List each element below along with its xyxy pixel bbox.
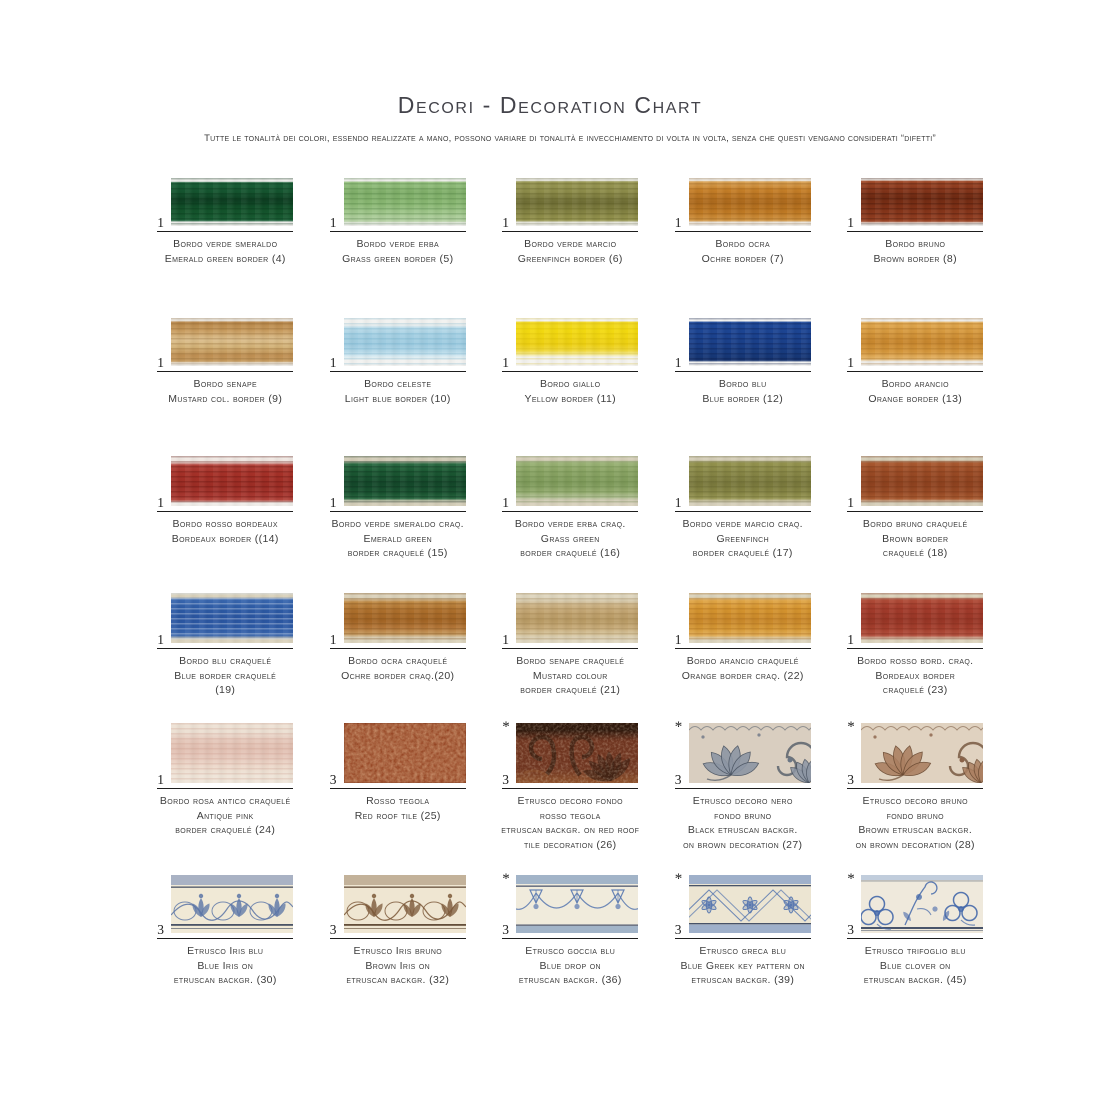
caption-line: Bordo rosa antico craquelé	[159, 795, 291, 807]
color-swatch	[171, 593, 293, 643]
color-swatch	[861, 318, 983, 366]
color-swatch	[344, 456, 466, 506]
swatch-block	[502, 593, 638, 649]
swatch-row	[139, 456, 1100, 593]
swatch-cell	[484, 178, 657, 318]
swatch-cell	[312, 723, 485, 875]
swatch-cell	[484, 593, 657, 723]
caption-line: Etrusco decoro bruno	[862, 795, 968, 807]
color-swatch	[344, 593, 466, 643]
caption	[829, 944, 1002, 988]
caption-line: Blue border craquelé	[174, 669, 277, 682]
swatch-cell	[829, 871, 1002, 1035]
quantity-label: 3	[674, 921, 682, 937]
caption-line: Ochre border craq.(20)	[341, 669, 455, 682]
caption-line: Etrusco decoro nero	[692, 795, 793, 807]
swatch-cell	[657, 178, 830, 318]
caption-line: Orange border craq. (22)	[681, 669, 804, 682]
color-swatch	[344, 875, 466, 933]
color-swatch	[171, 318, 293, 366]
quantity-label: 1	[674, 354, 682, 370]
asterisk-marker: *	[847, 719, 855, 735]
caption	[829, 377, 1002, 406]
swatch-block	[157, 875, 293, 939]
caption-line: Mustard col. border (9)	[168, 392, 283, 405]
swatch-cell	[484, 318, 657, 456]
color-swatch	[516, 178, 638, 226]
color-swatch	[861, 875, 983, 933]
caption-line: Bordo rosso bord. craq.	[857, 655, 974, 667]
caption-line: Brown etruscan backgr.	[858, 824, 973, 836]
swatch-cell	[657, 593, 830, 723]
caption	[312, 944, 485, 988]
quantity-label: 3	[847, 921, 854, 937]
swatch-cell	[484, 456, 657, 593]
caption	[484, 654, 657, 698]
caption-line: Etrusco decoro fondo	[517, 795, 623, 807]
quantity-label: 3	[157, 921, 164, 937]
swatch-cell	[139, 456, 312, 593]
swatch-block	[502, 456, 638, 512]
swatch-block	[674, 871, 811, 939]
swatch-cell	[829, 593, 1002, 723]
caption-line: border craquelé (17)	[692, 547, 793, 559]
color-swatch	[344, 723, 466, 783]
swatch-cell	[312, 318, 485, 456]
color-swatch	[171, 178, 293, 226]
quantity-label: 1	[847, 631, 854, 647]
caption-line: Etrusco trifoglio blu	[864, 945, 966, 957]
quantity-label: 1	[674, 631, 682, 647]
swatch-block	[847, 456, 983, 512]
color-swatch	[861, 593, 983, 643]
caption-line: Bordeaux border	[875, 669, 956, 682]
swatch-block	[157, 593, 293, 649]
swatch-block	[675, 456, 811, 512]
swatch-block	[847, 593, 983, 649]
caption-line: border craquelé (15)	[347, 547, 448, 559]
swatch-cell	[139, 723, 312, 875]
caption-line: craquelé (18)	[882, 547, 948, 559]
caption-line: Bordo giallo	[540, 378, 601, 390]
caption-line: Orange border (13)	[868, 392, 963, 405]
caption	[139, 377, 312, 406]
caption-line: Bordo celeste	[364, 378, 432, 390]
quantity-label: 1	[674, 494, 682, 510]
color-swatch	[516, 723, 638, 783]
caption-line: etruscan backgr. (45)	[863, 974, 967, 986]
swatch-block	[502, 871, 638, 939]
caption	[139, 237, 312, 266]
caption-line: Blue drop on	[539, 959, 601, 972]
caption-line: Blue Greek key pattern on	[680, 959, 805, 972]
caption-line: Emerald green	[363, 532, 433, 545]
swatch-cell	[657, 871, 830, 1035]
caption-line: Bordo ocra	[715, 238, 771, 250]
caption-line: Bordo rosso bordeaux	[172, 518, 278, 530]
swatch-cell	[312, 178, 485, 318]
color-swatch	[861, 723, 983, 783]
asterisk-marker: *	[674, 719, 683, 735]
color-swatch	[689, 593, 811, 643]
swatch-row	[139, 593, 1100, 723]
swatch-block	[502, 719, 638, 789]
swatch-cell	[829, 318, 1002, 456]
caption	[829, 654, 1002, 698]
swatch-cell	[657, 456, 830, 593]
color-swatch	[171, 456, 293, 506]
caption-line: Bordo verde marcio	[524, 238, 617, 250]
caption-line: Bordo arancio	[881, 378, 949, 390]
swatch-cell	[829, 719, 1002, 875]
caption	[484, 517, 657, 561]
asterisk-marker: *	[502, 719, 510, 735]
swatch-block	[157, 723, 293, 789]
swatch-block	[502, 318, 638, 372]
swatch-row	[139, 318, 1100, 456]
swatch-block	[157, 318, 293, 372]
caption	[657, 377, 830, 406]
caption-line: Antique pink	[196, 809, 254, 822]
caption-line: Bordo ocra craquelé	[348, 655, 448, 667]
caption-line: fondo bruno	[714, 809, 772, 822]
quantity-label: 1	[157, 354, 164, 370]
caption-line: tile decoration (26)	[524, 838, 617, 851]
color-swatch	[171, 875, 293, 933]
quantity-label: 1	[674, 214, 682, 230]
disclaimer-text: Tutte le tonalità dei colori, essendo realizzate a mano, possono variare di tonalità e invecchiamento di volta in volta, senza che questi vengano considerati “difetti”	[204, 133, 936, 144]
quantity-label: 1	[329, 631, 337, 647]
caption-line: Greenfinch	[716, 532, 769, 545]
caption-line: Bordeaux border ((14)	[171, 532, 279, 545]
caption	[657, 944, 830, 988]
quantity-label: 1	[847, 354, 854, 370]
caption-line: Bordo senape craquelé	[516, 655, 625, 667]
caption-line: on brown decoration (27)	[683, 838, 803, 851]
swatch-cell	[657, 719, 830, 875]
swatch-block	[674, 719, 811, 789]
swatch-cell	[484, 719, 657, 875]
quantity-label: 1	[502, 494, 509, 510]
swatch-block	[330, 178, 466, 232]
page-title: Decori - Decoration Chart	[397, 92, 703, 118]
swatch-cell	[139, 593, 312, 723]
quantity-label: 1	[847, 214, 854, 230]
caption-line: Light blue border (10)	[344, 392, 451, 405]
quantity-label: 3	[674, 771, 682, 787]
color-swatch	[516, 875, 638, 933]
swatch-block	[330, 593, 466, 649]
caption-line: Rosso tegola	[366, 795, 430, 807]
caption	[312, 654, 485, 683]
caption-line: Etrusco greca blu	[699, 945, 787, 957]
swatch-block	[675, 593, 811, 649]
caption-line: Grass green border (5)	[342, 252, 454, 265]
swatch-block	[157, 178, 293, 232]
swatch-block	[675, 318, 811, 372]
caption-line: Blue clover on	[879, 959, 951, 972]
quantity-label: 1	[157, 214, 164, 230]
caption-line: Bordo verde smeraldo craq.	[331, 518, 464, 530]
caption	[139, 654, 312, 698]
caption-line: etruscan backgr. (36)	[518, 974, 622, 986]
quantity-label: 3	[502, 921, 509, 937]
caption-line: etruscan backgr. on red roof	[501, 824, 640, 836]
color-swatch	[516, 318, 638, 366]
asterisk-marker: *	[674, 871, 683, 887]
quantity-label: 3	[329, 771, 337, 787]
swatch-cell	[139, 178, 312, 318]
swatch-block	[847, 871, 983, 939]
quantity-label: 1	[157, 631, 164, 647]
quantity-label: 3	[329, 921, 337, 937]
swatch-block	[847, 178, 983, 232]
color-swatch	[516, 456, 638, 506]
asterisk-marker: *	[847, 871, 855, 887]
caption-line: Emerald green border (4)	[164, 252, 286, 265]
swatch-block	[330, 723, 466, 789]
caption-line: rosso tegola	[539, 809, 601, 822]
caption-line: Mustard colour	[532, 669, 608, 682]
color-swatch	[689, 875, 811, 933]
caption	[312, 237, 485, 266]
quantity-label: 1	[502, 354, 509, 370]
quantity-label: 1	[157, 771, 164, 787]
caption	[829, 794, 1002, 852]
caption-line: Bordo verde smeraldo	[173, 238, 278, 250]
caption-line: Brown Iris on	[365, 959, 431, 972]
caption-line: fondo bruno	[886, 809, 944, 822]
quantity-label: 1	[502, 214, 509, 230]
caption-line: Bordo bruno	[885, 238, 946, 250]
caption-line: border craquelé (16)	[520, 547, 621, 559]
color-swatch	[516, 593, 638, 643]
caption-line: Bordo verde marcio craq.	[682, 518, 803, 530]
swatch-cell	[139, 318, 312, 456]
caption-line: Bordo arancio craquelé	[686, 655, 799, 667]
color-swatch	[689, 723, 811, 783]
caption-line: etruscan backgr. (39)	[691, 974, 795, 986]
color-swatch	[689, 318, 811, 366]
caption-line: Yellow border (11)	[524, 392, 616, 405]
caption-line: Greenfinch border (6)	[517, 252, 623, 265]
quantity-label: 1	[329, 494, 337, 510]
caption	[484, 377, 657, 406]
quantity-label: 1	[157, 494, 164, 510]
caption	[657, 794, 830, 852]
caption-line: Bordo bruno craquelé	[862, 518, 968, 530]
color-swatch	[861, 178, 983, 226]
caption-line: Etrusco Iris blu	[187, 945, 264, 957]
caption-line: Black etruscan backgr.	[687, 824, 798, 836]
caption-line: Brown border	[882, 532, 949, 545]
caption	[312, 517, 485, 561]
caption-line: Bordo senape	[193, 378, 258, 390]
swatch-row	[139, 719, 1100, 875]
swatch-cell	[312, 456, 485, 593]
quantity-label: 1	[329, 214, 337, 230]
caption-line: etruscan backgr. (30)	[173, 974, 277, 986]
asterisk-marker: *	[502, 871, 510, 887]
caption-line: Ochre border (7)	[701, 252, 784, 265]
swatch-block	[847, 719, 983, 789]
color-swatch	[344, 318, 466, 366]
swatch-block	[847, 318, 983, 372]
caption-line: craquelé (23)	[882, 684, 948, 696]
quantity-label: 1	[847, 494, 854, 510]
color-swatch	[171, 723, 293, 783]
caption-line: Blue Iris on	[197, 959, 254, 972]
swatch-block	[675, 178, 811, 232]
caption-line: Etrusco Iris bruno	[353, 945, 443, 957]
swatch-block	[502, 178, 638, 232]
caption-line: Bordo verde erba	[356, 238, 440, 250]
caption	[657, 517, 830, 561]
caption-line: Bordo blu craquelé	[179, 655, 272, 667]
caption	[139, 517, 312, 546]
swatch-cell	[312, 593, 485, 723]
caption	[139, 944, 312, 988]
caption-line: on brown decoration (28)	[855, 838, 975, 851]
caption	[484, 794, 657, 852]
swatch-cell	[829, 456, 1002, 593]
swatch-cell	[312, 875, 485, 1035]
caption	[484, 944, 657, 988]
swatch-block	[330, 318, 466, 372]
swatch-row	[139, 178, 1100, 318]
color-swatch	[861, 456, 983, 506]
swatch-cell	[829, 178, 1002, 318]
swatch-block	[330, 875, 466, 939]
swatch-cell	[484, 871, 657, 1035]
caption	[829, 237, 1002, 266]
color-swatch	[344, 178, 466, 226]
color-swatch	[689, 456, 811, 506]
caption-line: Blue border (12)	[702, 392, 784, 405]
caption	[829, 517, 1002, 561]
swatch-cell	[657, 318, 830, 456]
color-swatch	[689, 178, 811, 226]
quantity-label: 1	[502, 631, 509, 647]
caption	[139, 794, 312, 838]
caption-line: (19)	[215, 684, 236, 696]
quantity-label: 3	[502, 771, 509, 787]
caption	[484, 237, 657, 266]
quantity-label: 3	[847, 771, 854, 787]
swatch-block	[330, 456, 466, 512]
caption-line: Brown border (8)	[873, 252, 957, 265]
swatch-cell	[139, 875, 312, 1035]
caption	[657, 654, 830, 683]
caption	[312, 377, 485, 406]
caption-line: Bordo blu	[718, 378, 767, 390]
quantity-label: 1	[329, 354, 337, 370]
caption-line: Etrusco goccia blu	[525, 945, 616, 957]
caption	[657, 237, 830, 266]
swatch-row	[139, 871, 1100, 1035]
caption-line: Grass green	[540, 532, 600, 545]
caption-line: border craquelé (21)	[520, 684, 621, 696]
swatch-grid	[0, 178, 1100, 1035]
caption-line: etruscan backgr. (32)	[346, 974, 450, 986]
caption-line: Bordo verde erba craq.	[514, 518, 626, 530]
caption-line: border craquelé (24)	[175, 824, 276, 836]
caption	[312, 794, 485, 823]
caption-line: Red roof tile (25)	[354, 809, 441, 822]
swatch-block	[157, 456, 293, 512]
